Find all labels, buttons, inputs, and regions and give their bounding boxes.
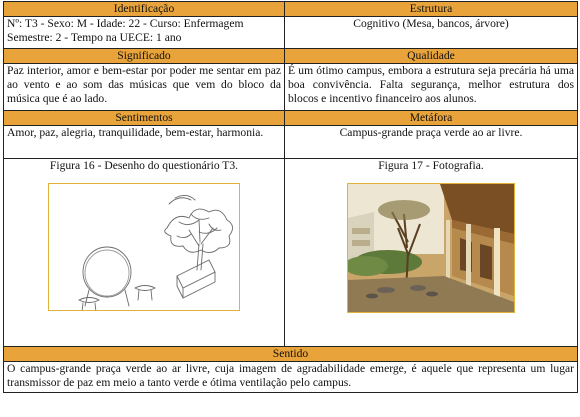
header-estrutura: Estrutura [285, 2, 578, 17]
header-qualidade: Qualidade [285, 49, 578, 64]
sentimentos-cell: Amor, paz, alegria, tranquilidade, bem-estar, harmonia. [4, 126, 285, 159]
figure-17-cell [285, 159, 578, 347]
header-significado: Significado [4, 49, 285, 64]
campus-photo [348, 184, 514, 312]
significado-cell: Paz interior, amor e bem-estar por poder me sentar em paz ao vento e ao som das músicas que vem do bloco da música que é ao lado. [4, 64, 285, 111]
questionnaire-table [3, 1, 578, 393]
header-identificacao: Identificação [4, 2, 285, 17]
identificacao-line-2: Semestre: 2 - Tempo na UECE: 1 ano [7, 31, 182, 44]
figure-17-photograph [347, 183, 515, 313]
sentido-cell: O campus-grande praça verde ao ar livre, cuja imagem de agradabilidade emerge, é aquele que representa um lugar transmissor de paz em meio a tanto verde e ótima ventilação pelo campus. [4, 362, 578, 393]
metafora-cell: Campus-grande praça verde ao ar livre. [285, 126, 578, 159]
header-sentido: Sentido [4, 347, 578, 362]
questionnaire-sketch [49, 184, 239, 310]
qualidade-cell: É um ótimo campus, embora a estrutura seja precária há uma boa convivência. Falta segurança, melhor estrutura dos blocos e incentivo financeiro aos alunos. [285, 64, 578, 111]
header-metafora: Metáfora [285, 111, 578, 126]
figure-17-caption: Figura 17 - Fotografia. [378, 159, 484, 172]
figure-16-cell [4, 159, 285, 347]
cut-off-text-fragment [6, 409, 126, 417]
identificacao-cell [4, 17, 285, 49]
estrutura-cell: Cognitivo (Mesa, bancos, árvore) [285, 17, 578, 49]
figure-16-drawing [48, 183, 240, 311]
header-sentimentos: Sentimentos [4, 111, 285, 126]
identificacao-line-1: Nº: T3 - Sexo: M - Idade: 22 - Curso: Enfermagem [7, 17, 244, 30]
figure-16-caption: Figura 16 - Desenho do questionário T3. [49, 159, 239, 172]
